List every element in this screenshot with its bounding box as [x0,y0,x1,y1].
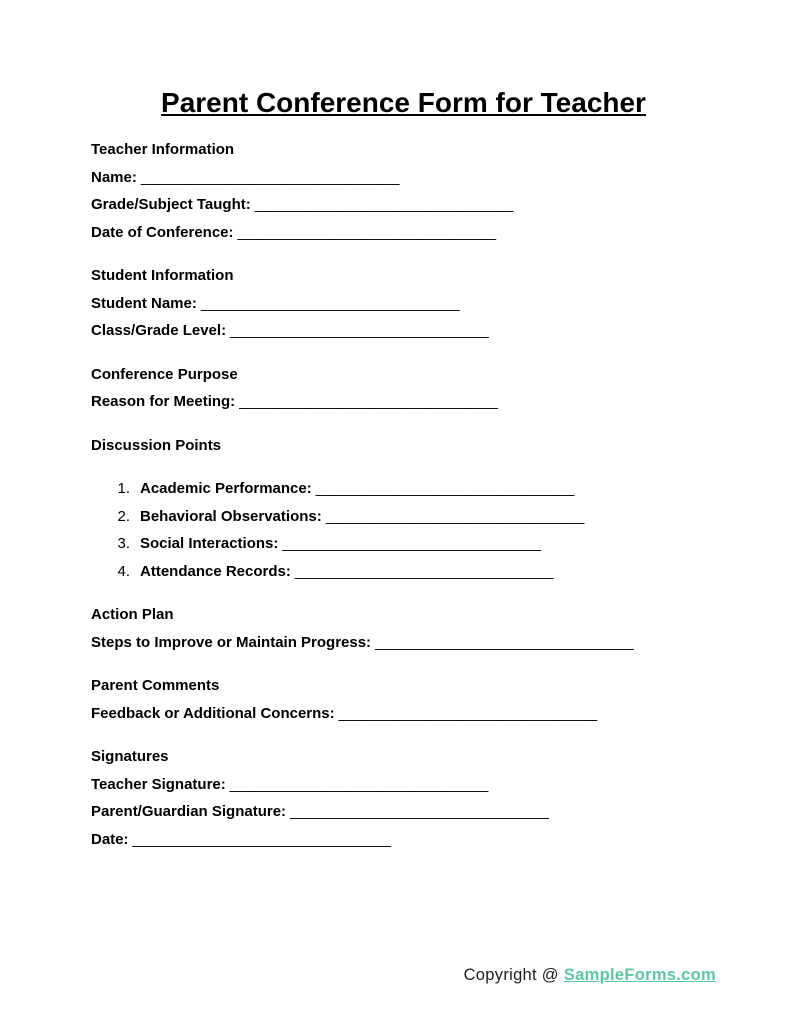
field-label-social-interactions: Social Interactions: [140,535,279,552]
section-heading-student-information: Student Information [91,267,234,284]
section-teacher-information [91,136,716,246]
field-label-class-grade-level: Class/Grade Level: [91,322,227,339]
list-item [91,503,716,531]
field-row-date [91,826,716,854]
field-row-steps-to-improve [91,629,716,657]
section-signatures [91,743,716,853]
field-label-feedback-concerns: Feedback or Additional Concerns: [91,704,335,722]
field-row-conference-date [91,219,716,247]
fill-in-line-name: _______________________________ [140,168,400,186]
list-item-text [140,503,584,531]
fill-in-line-class-grade-level: _______________________________ [230,322,489,339]
fill-in-line-reason-for-meeting: _______________________________ [239,393,498,410]
section-heading-teacher-information: Teacher Information [91,141,235,158]
field-label-behavioral-observations: Behavioral Observations: [140,507,322,525]
field-label-name: Name: [91,168,137,186]
section-student-information [91,262,716,345]
field-row-parent-guardian-signature [91,798,716,826]
field-label-grade-subject: Grade/Subject Taught: [91,196,251,213]
section-heading-discussion-points: Discussion Points [91,436,222,454]
sampleforms-link[interactable]: SampleForms.com [563,966,716,984]
field-row-feedback-concerns [91,700,716,728]
fill-in-line-conference-date: _______________________________ [237,223,497,241]
section-heading-action-plan: Action Plan [91,606,174,623]
list-item-number: 3. [117,535,130,552]
list-item [91,530,716,558]
field-row-reason-for-meeting [91,388,716,416]
section-discussion-points [91,432,716,586]
field-label-parent-guardian-signature: Parent/Guardian Signature: [91,803,287,820]
section-action-plan [91,601,716,656]
copyright-text: Copyright @ [463,966,559,984]
fill-in-line-student-name: _______________________________ [200,294,460,312]
fill-in-line-steps-to-improve: _______________________________ [375,633,634,651]
fill-in-line-attendance-records: _______________________________ [294,562,554,580]
section-heading-signatures: Signatures [91,748,169,765]
field-label-steps-to-improve: Steps to Improve or Maintain Progress: [91,633,372,651]
field-label-conference-date: Date of Conference: [91,223,234,241]
fill-in-line-social-interactions: _______________________________ [282,535,541,552]
section-heading-parent-comments: Parent Comments [91,677,220,694]
fill-in-line-academic-performance: _______________________________ [315,480,575,497]
list-item-number: 4. [117,562,130,580]
field-row-grade-subject [91,191,716,219]
field-label-teacher-signature: Teacher Signature: [91,775,226,793]
fill-in-line-feedback-concerns: _______________________________ [338,704,598,722]
section-conference-purpose [91,361,716,416]
list-item-number: 1. [117,480,130,497]
field-label-academic-performance: Academic Performance: [140,480,312,497]
field-label-reason-for-meeting: Reason for Meeting: [91,393,236,410]
section-heading-conference-purpose: Conference Purpose [91,365,238,383]
field-row-student-name [91,290,716,318]
field-label-date: Date: [91,830,129,848]
field-label-attendance-records: Attendance Records: [140,562,291,580]
section-parent-comments [91,672,716,727]
fill-in-line-date: _______________________________ [132,830,392,848]
list-item-text [140,558,554,586]
list-item-text [140,475,574,503]
field-row-name [91,164,716,192]
fill-in-line-grade-subject: _______________________________ [254,196,514,213]
list-item-number: 2. [117,507,130,525]
list-item [91,475,716,503]
field-row-class-grade-level [91,317,716,345]
page-title: Parent Conference Form for Teacher [161,87,646,118]
list-item [91,558,716,586]
fill-in-line-parent-guardian-signature: _______________________________ [290,803,549,820]
fill-in-line-teacher-signature: _______________________________ [229,775,489,793]
footer [464,963,716,988]
field-row-teacher-signature [91,771,716,799]
discussion-points-list [91,475,716,585]
list-item-text [140,530,541,558]
field-label-student-name: Student Name: [91,294,197,312]
fill-in-line-behavioral-observations: _______________________________ [325,507,585,525]
